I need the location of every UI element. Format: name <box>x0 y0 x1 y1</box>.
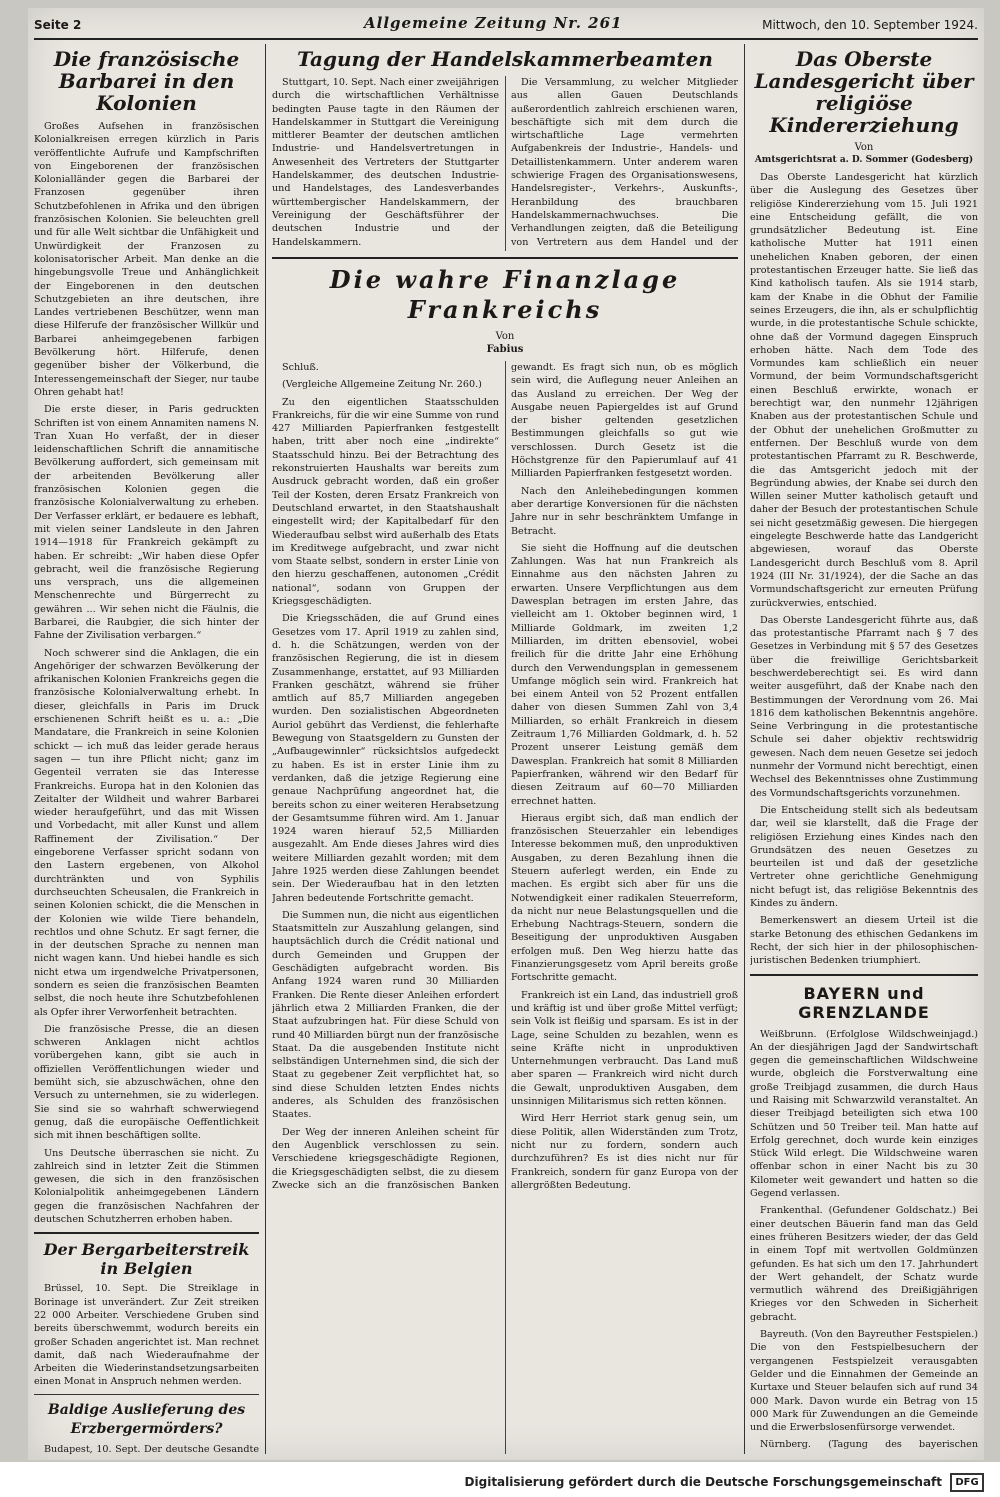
divider <box>34 1394 259 1395</box>
article-title-handelskammer: Tagung der Handelskammerbeamten <box>297 47 713 71</box>
column-right <box>750 44 978 1454</box>
paragraph: Nach den Anleihebedingungen kommen aber derartige Konversionen für die nächsten Jahre nur in sehr beschränktem Umfange in Betracht. <box>511 485 738 537</box>
dfg-logo-icon: DFG <box>950 1473 984 1492</box>
paragraph: Brüssel, 10. Sept. Die Streiklage in Borinage ist unverändert. Zur Zeit streiken 22 000 Arbeiter. Verschiedene Gruben sind bereits überschwemmt, wodurch bereits ein großer Schaden angerichtet ist. Man rechnet damit, daß nach Wiederaufnahme der Arbeiten die Wiederinstandsetzungsarbeiten einen Monat in Anspruch nehmen werden. <box>34 1283 259 1388</box>
divider <box>750 974 978 976</box>
article-body-barbarei <box>34 120 259 1226</box>
page-header <box>34 12 978 40</box>
article-title-erzberger: Baldige Auslieferung des Erzbergermörders? <box>47 1401 246 1437</box>
paragraph: Stuttgart, 10. Sept. Nach einer zweijährigen durch die wirtschaftlichen Verhältnisse bedingten Pause tagte in den Räumen der Handelskammer in Stuttgart die Vereinigung mittlerer Beamter der deutschen amtlichen Industrie- und Handelsvertretungen in Anwesenheit des Vertreters der Stuttgarter Handelskammer, des deutschen Industrie- und Handelstages, des Landesverbandes württembergischer Handelskammern, der Vereinigung der Geschäftsführer der deutschen Industrie und der Handelskammern. <box>272 77 499 248</box>
column-rule <box>265 44 266 1454</box>
paragraph: Die erste dieser, in Paris gedruckten Schriften ist von einem Annamiten namens N. Tran Xuan Ho verfaßt, der in dieser leidenschaftlichen Schrift die annamitische Bevölkerung auffordert, sich gemeinsam mit der arbeitenden Bevölkerung aller französischen Kolonien gegen die französische Kolonialverwaltung zu erheben. Der Verfasser erklärt, er bedauere es lebhaft, mit vielen seiner Landsleute in den Jahren 1914—1918 für Frankreich gekämpft zu haben. Er schreibt: „Wir haben diese Opfer gebracht, weil die französische Regierung uns versprach, uns die allgemeinen Menschenrechte und Bürgerrecht zu gewähren ... Wir sehen nicht die Fäulnis, die Barbarei, die Raubgier, die sich hinter der Fahne der Zivilisation verbargen.“ <box>34 404 259 642</box>
paragraph: Budapest, 10. Sept. Der deutsche Gesandte <box>44 1443 259 1454</box>
paragraph: Zu den eigentlichen Staatsschulden Frankreichs, für die wir eine Summe von rund 427 Milliarden Papierfranken festgestellt haben, tritt aber noch eine „indirekte“ Staatsschuld hinzu. Bei der Betrachtung des rekonstruierten Haushalts war bereits zum Ausdruck gebracht worden, daß ein großer Teil der Kosten, deren Ersatz Frankreich von Deutschland erwartet, in den Staatshaushalt eingestellt wird; der Kapitalbedarf für den Wiederaufbau selbst wird außerhalb des Etats im Kreditwege aufgebracht, und zwar nicht vom Staate selbst, sondern in erster Linie von den hierzu geschaffenen, autonomen „Crédit national“, sodann von Gruppen der Kriegsgeschädigten. <box>272 396 499 608</box>
newspaper-page <box>28 8 984 1460</box>
paragraph: Schluß. <box>282 362 319 373</box>
paragraph: Wird Herr Herriot stark genug sein, um diese Politik, allen Widerständen zum Trotz, nicht nur zu fordern, sondern auch durchzuführen? Es ist dies nicht nur für Frankreich, sondern für ganz Europa von der allergrößten Bedeutung. <box>511 1113 738 1191</box>
article-body-finanzlage <box>272 361 738 1454</box>
digitization-footer <box>0 1462 1000 1497</box>
paragraph: Bemerkenswert an diesem Urteil ist die starke Betonung des ethischen Gedankens im Recht, der sich hier in der philosophischen-juristischen Bedenken triumphiert. <box>750 915 978 967</box>
article-body-bergarbeiter <box>34 1282 259 1388</box>
paragraph: Hieraus ergibt sich, daß man endlich der französischen Steuerzahler ein lebendiges Interesse bekommen muß, den unproduktiven Ausgaben, zu deren Bezahlung ihnen die Steuern auferlegt werden, ein Ende zu machen. Es ergibt sich aber für uns die Notwendigkeit einer radikalen Steuerreform, da nicht nur neue Belastungsquellen und die Erhebung Nachtrags-Steuern, sondern die Beseitigung der unproduktiven Ausgaben erfolgen muß. Den Weg hierzu hatte das Finanzierungsgesetz vom April bereits große Fortschritte gemacht. <box>511 812 738 984</box>
paragraph: Uns Deutsche überraschen sie nicht. Zu zahlreich sind in letzter Zeit die Stimmen gewesen, die sich in den französischen Kolonialpolitik anheimgegebenen Ländern gegen die französischen Nachfahren der deutschen Schutzherren erhoben haben. <box>34 1147 259 1226</box>
article-body-handelskammer <box>272 76 738 251</box>
byline-prefix: Von <box>854 142 874 153</box>
article-title-landesgericht: Das Oberste Landesgericht über religiöse Kindererziehung <box>754 47 974 137</box>
paragraph: Das Oberste Landesgericht hat kürzlich über die Auslegung des Gesetzes über religiöse Kindererziehung vom 15. Juli 1921 eine Entscheidung gefällt, die von grundsätzlicher Bedeutung ist. Eine katholische Mutter hat 1911 einen unehelichen Knaben geboren, der einen protestantischen Erzeuger hatte. Sie ließ das Kind katholisch taufen. Als sie 1914 starb, kam der Knabe in die Obhut der Familie seines Erzeugers, die ihn, als er schulpflichtig wurde, in die protestantische Schule schickte, ohne daß der Vormund dagegen Einspruch erhoben hätte. Nach dem Tode des Vormundes kam schließlich ein neuer Vormund, der beim Vormundschaftsgericht einen Beschluß erwirkte, wonach er berechtigt war, den nunmehr 12jährigen Knaben aus der protestantischen Schule und der Obhut der unehelichen Großmutter zu entfernen. Der Beschluß wurde von dem protestantischen Pfarramt zu R. Beschwerde, die das Amtsgericht jedoch mit der Begründung abwies, der Knabe sei durch den Willen seiner Mutter katholisch getauft und daher der Besuch der protestantischen Schule sei nicht gesetzmäßig gewesen. Die hiergegen eingelegte Beschwerde hatte das Landgericht abgewiesen, worauf das Oberste Landesgericht durch Beschluß vom 8. April 1924 (III Nr. 31/1924), der die Sache an das Vormundschaftsgericht zur erneuten Prüfung zurückverwies, entschied. <box>750 172 978 609</box>
masthead: Allgemeine Zeitung Nr. 261 <box>364 14 623 32</box>
footer-credit: Digitalisierung gefördert durch die Deutsche Forschungsgemeinschaft <box>464 1475 942 1489</box>
paragraph: Frankenthal. (Gefundener Goldschatz.) Bei einer deutschen Bäuerin fand man das Geld eines früheren Besitzers wieder, der das Geld in einem Topf mit wertvollen Goldmünzen gefunden. Es hat sich um den 17. Jahrhundert der Wert gehandelt, der Schatz wurde vermutlich während des Dreißigjährigen Krieges vor den Schweden in Sicherheit gebracht. <box>750 1205 978 1323</box>
paragraph: Die Entscheidung stellt sich als bedeutsam dar, weil sie klarstellt, daß die Frage der religiösen Erziehung eines Kindes nach den Grundsätzen des neuen Gesetzes zu beurteilen ist und daß der gesetzliche Vertreter ohne gerichtliche Genehmigung nicht befugt ist, das religiöse Bekenntnis des Kindes zu ändern. <box>750 804 978 910</box>
paragraph: Die Summen nun, die nicht aus eigentlichen Staatsmitteln zur Auszahlung gelangen, sind hauptsächlich durch die Crédit national und durch Gemeinden und Gruppen der Geschädigten aufgebracht worden. Bis Anfang 1924 waren rund 30 Milliarden Franken. Die Rente dieser Anleihen erfordert jährlich etwa 2 Milliarden Franken, die der Staat aufzubringen hat. Für diese Schuld von rund 40 Milliarden bürgt nun der französische Staat. Da die ausgebenden Institute nicht selbständigen Unternehmen sind, die sich der Staat zu gegebener Zeit verpflichtet hat, so sind diese Schulden letzten Endes nichts anderes, als Schulden des französischen Staates. <box>272 909 499 1121</box>
byline-author: Fabius <box>486 344 524 355</box>
paragraph: (Vergleiche Allgemeine Zeitung Nr. 260.) <box>282 379 482 391</box>
section-title-bayern: BAYERN und GRENZLANDE <box>798 983 930 1022</box>
column-left <box>34 44 259 1454</box>
paragraph: Weißbrunn. (Erfolglose Wildschweinjagd.) An der diesjährigen Jagd der Sandwirtschaft gegen die gemeinschaftlichen Wildschweine wurde, obgleich die Forstverwaltung eine große Treibjagd zusammen, die durch Haus und Raising mit Schwarzwild veranstaltet. An dieser Treibjagd beteiligten sich etwa 100 Schützen und 50 Treiber teil. Man hatte auf Erfolg gerechnet, doch wurde kein einziges Stück Wild erlegt. Die Wildschweine waren offenbar schon in einer Nacht bis zu 30 Kilometer weit gewandert und hatten so die Gegend verlassen. <box>750 1028 978 1200</box>
paragraph: Sie sieht die Hoffnung auf die deutschen Zahlungen. Was hat nun Frankreich als Einnahme aus den nächsten Jahren zu erwarten. Unsere Verpflichtungen aus dem Dawesplan betragen im ersten Jahre, das vielleicht am 1. Oktober beginnen wird, 1 Milliarde Goldmark, im zweiten 1,2 Milliarden, im dritten ebensoviel, wobei freilich für die dritte Jahr eine Erhöhung durch den Verwendungsplan in gemessenem Umfange möglich sein wird. Frankreich hat bei einem Anteil von 52 Prozent entfallen daher von diesen Summen Zahl von 3,4 Milliarden, so erhält Frankreich in diesem Zeitraum 1,76 Milliarden Goldmark, d. h. 52 Prozent unserer Leistung gemäß dem Dawesplan. Frankreich hat somit 8 Milliarden Papierfranken, während wir den Bedarf für diesen Zeitraum auf 60—70 Milliarden errechnet hatten. <box>511 542 738 807</box>
column-rule <box>744 44 745 1454</box>
divider <box>272 257 738 259</box>
byline-author: Amtsgerichtsrat a. D. Sommer (Godesberg) <box>754 155 974 165</box>
paragraph: Noch schwerer sind die Anklagen, die ein Angehöriger der schwarzen Bevölkerung der afrikanischen Kolonien Frankreichs gegen die französische Kolonialverwaltung erhebt. In dieser, gleichfalls in Paris im Druck erschienenen Schrift heißt es u. a.: „Die Mandatare, die Frankreich in seine Kolonien schickt — ich muß das leider gerade heraus sagen — tun ihre Pflicht nicht; ganz im Gegenteil verraten sie das Interesse Frankreichs. Europa hat in den Kolonien das Zeitalter der Wildheit und wahrer Barbarei wieder heraufgeführt, und das mit Wissen und Vorbedacht, mit aller Kunst und allem Raffinement der Zivilisation.“ Der eingeborene Verfasser spricht sodann von den Lastern ergebenen, von Alkohol durchtränkten und von Syphilis durchseuchten Scheusalen, die Frankreich in seinen Kolonien schickt, die die Menschen in der Kolonien wie wilde Tiere behandeln, rechtlos und ohne Schutz. Er sagt ferner, die in der deutschen Sprache zu nennen man nicht wagen kann. Und hiebei handle es sich nicht etwa um irgendwelche Privatpersonen, sondern es seien die französischen Beamten selbst, die noch heute ihre Schutzbefohlenen als Opfer ihrer Verworfenheit betrachten. <box>34 647 259 1018</box>
paragraph: Die Versammlung, zu welcher Mitglieder aus allen Gauen Deutschlands außerordentlich zahlreich erschienen waren, beschäftigte sich mit dem durch die wirtschaftliche Lage vermehrten Aufgabenkreis der Industrie-, Handels- und Detaillistenkammern. Unter anderem waren schwierige Fragen des Organisationswesens, Handelsregister-, Verkehrs-, Auskunfts-, Heranbildung des brauchbaren Handelskammernachwuchses. Die Verhandlungen zeigten, daß die Beteiligung von Vertretern aus dem Handel und der <box>511 77 738 248</box>
article-title-barbarei: Die französische Barbarei in den Kolonien <box>53 47 240 115</box>
issue-date: Mittwoch, den 10. September 1924. <box>762 18 978 32</box>
column-center <box>272 44 738 1454</box>
news-list-bayern <box>750 1028 978 1454</box>
paragraph: Der Weg der inneren Anleihen scheint für den Augenblick verschlossen zu sein. Verschiedene kriegsgeschädigte Regionen, die Kriegsgeschädigten selbst, die zu diesem Zwecke sich an die französischen Banken gewandt. Es fragt sich nun, ob es möglich sein wird, die Auflegung neuer Anleihen an das Ausland zu erreichen. Der Weg der Ausgabe neuen Papiergeldes ist auf Grund der bisher geltenden gesetzlichen Bestimmungen gleichfalls so gut wie verschlossen. Durch Gesetz ist die Höchstgrenze für den Papierumlauf auf 41 Milliarden Papierfranken festgesetzt worden. <box>272 362 738 1191</box>
paragraph: Bayreuth. (Von den Bayreuther Festspielen.) Die von den Festspielbesuchern der vergangenen Festspielzeit verausgabten Gelder und die Einnahmen der Gemeinde an Kurtaxe und Steuer belaufen sich auf rund 34 000 Mark. Davon wurde ein Betrag von 15 000 Mark für Zuwendungen an die Gemeinde und die Erwerbslosenfürsorge verwendet. <box>750 1329 978 1434</box>
paragraph: Die französische Presse, die an diesen schweren Anklagen nicht achtlos vorübergehen kann, gibt sie auch in offiziellen Veröffentlichungen wieder und bemüht sich, sie abzuschwächen, ohne den Versuch zu unternehmen, sie zu widerlegen. Sie sind sie so wahrhaft schwerwiegend genug, daß die europäische Oeffentlichkeit sich mit ihnen beschäftigen sollte. <box>34 1023 259 1142</box>
paragraph: Großes Aufsehen in französischen Kolonialkreisen erregen kürzlich in Paris veröffentlichte Aufrufe und Kampfschriften von Eingeborenen der französischen Kolonialländer gegen die Barbarei der Franzosen gegenüber ihren Schutzbefohlenen in Afrika und den übrigen französischen Kolonien. Sie beleuchten grell und für alle Welt sichtbar die Unfähigkeit und Unwürdigkeit der Franzosen zu kolonisatorischer Arbeit. Man denke an die hingebungsvolle Treue und Anhänglichkeit der Eingeborenen in den deutschen Schutzgebieten an ihre deutschen, ihre Landes vertriebenen Beschützer, wenn man diese Hilferufe der französischer Willkür und Barbarei anheimgegebenen farbigen Bevölkerung hört. Hilferufe, denen gegenüber bisher der Völkerbund, die Interessengemeinschaft der Sieger, nur taube Ohren gehabt hat! <box>34 121 259 398</box>
paragraph: Die Kriegsschäden, die auf Grund eines Gesetzes vom 17. April 1919 zu zahlen sind, d. h. die Schätzungen, werden von der französischen Regierung, die ist in diesem Zusammenhange, erstattet, auf 93 Milliarden Franken geschätzt, während sie früher amtlich auf 85,7 Milliarden angegeben wurden. Den sozialistischen Abgeordneten Auriol gebührt das Verdienst, die fehlerhafte Bewegung von Staatsgeldern zu Gunsten der „Aufbaugewinnler“ rücksichtslos aufgedeckt zu haben. Es ist in erster Linie ihm zu verdanken, daß die jetzige Regierung eine genaue Nachprüfung angeordnet hat, die bereits schon zu einer weiteren Herabsetzung der Gesamtsumme führen wird. Am 1. Januar 1924 waren hierauf 52,5 Milliarden ausgezahlt. Am Ende dieses Jahres wird dies weitere Milliarden gezahlt worden; mit dem Jahre 1925 werden diese Zahlungen beendet sein. Der Wiederaufbau hat in den letzten Jahren bedeutende Fortschritte gemacht. <box>272 613 499 904</box>
paragraph: Frankreich ist ein Land, das industriell groß und kräftig ist und über große Mittel verfügt; sein Volk ist fleißig und sparsam. Es ist in der Lage, seine Schulden zu bezahlen, wenn es seine Kräfte nicht in unproduktiven Unternehmungen verbraucht. Das Land muß aber sparen — Frankreich wird nicht durch die Gewalt, unproduktiven Ausgaben, dem unsinnigen Militarismus sich retten können. <box>511 989 738 1108</box>
byline-prefix: Von <box>495 331 515 342</box>
article-title-finanzlage: Die wahre Finanzlage Frankreichs <box>329 265 681 324</box>
divider <box>34 1232 259 1234</box>
article-body-landesgericht <box>750 171 978 968</box>
paragraph: Das Oberste Landesgericht führte aus, daß das protestantische Pfarramt nach § 7 des Gesetzes in Verbindung mit § 57 des Gesetzes über die freiwillige Gerichtsbarkeit beschwerdeberechtigt sei. Es wird dann weiter ausgeführt, daß der Knabe nach den Bestimmungen der Verordnung vom 26. Mai 1816 dem katholischen Bekenntnis angehöre. Seine Verbringung in die protestantische Schule sei daher objektiv rechtswidrig gewesen. Nach dem neuen Gesetze sei jedoch nunmehr der Vormund nicht berechtigt, einen Wechsel des Bekenntnisses ohne Zustimmung des Vormundschaftsgerichts vorzunehmen. <box>750 614 978 799</box>
page-number: Seite 2 <box>34 18 82 32</box>
article-body-erzberger <box>34 1443 259 1454</box>
article-title-bergarbeiter: Der Bergarbeiterstreik in Belgien <box>43 1240 250 1279</box>
paragraph: Nürnberg. (Tagung des bayerischen <box>760 1439 978 1451</box>
